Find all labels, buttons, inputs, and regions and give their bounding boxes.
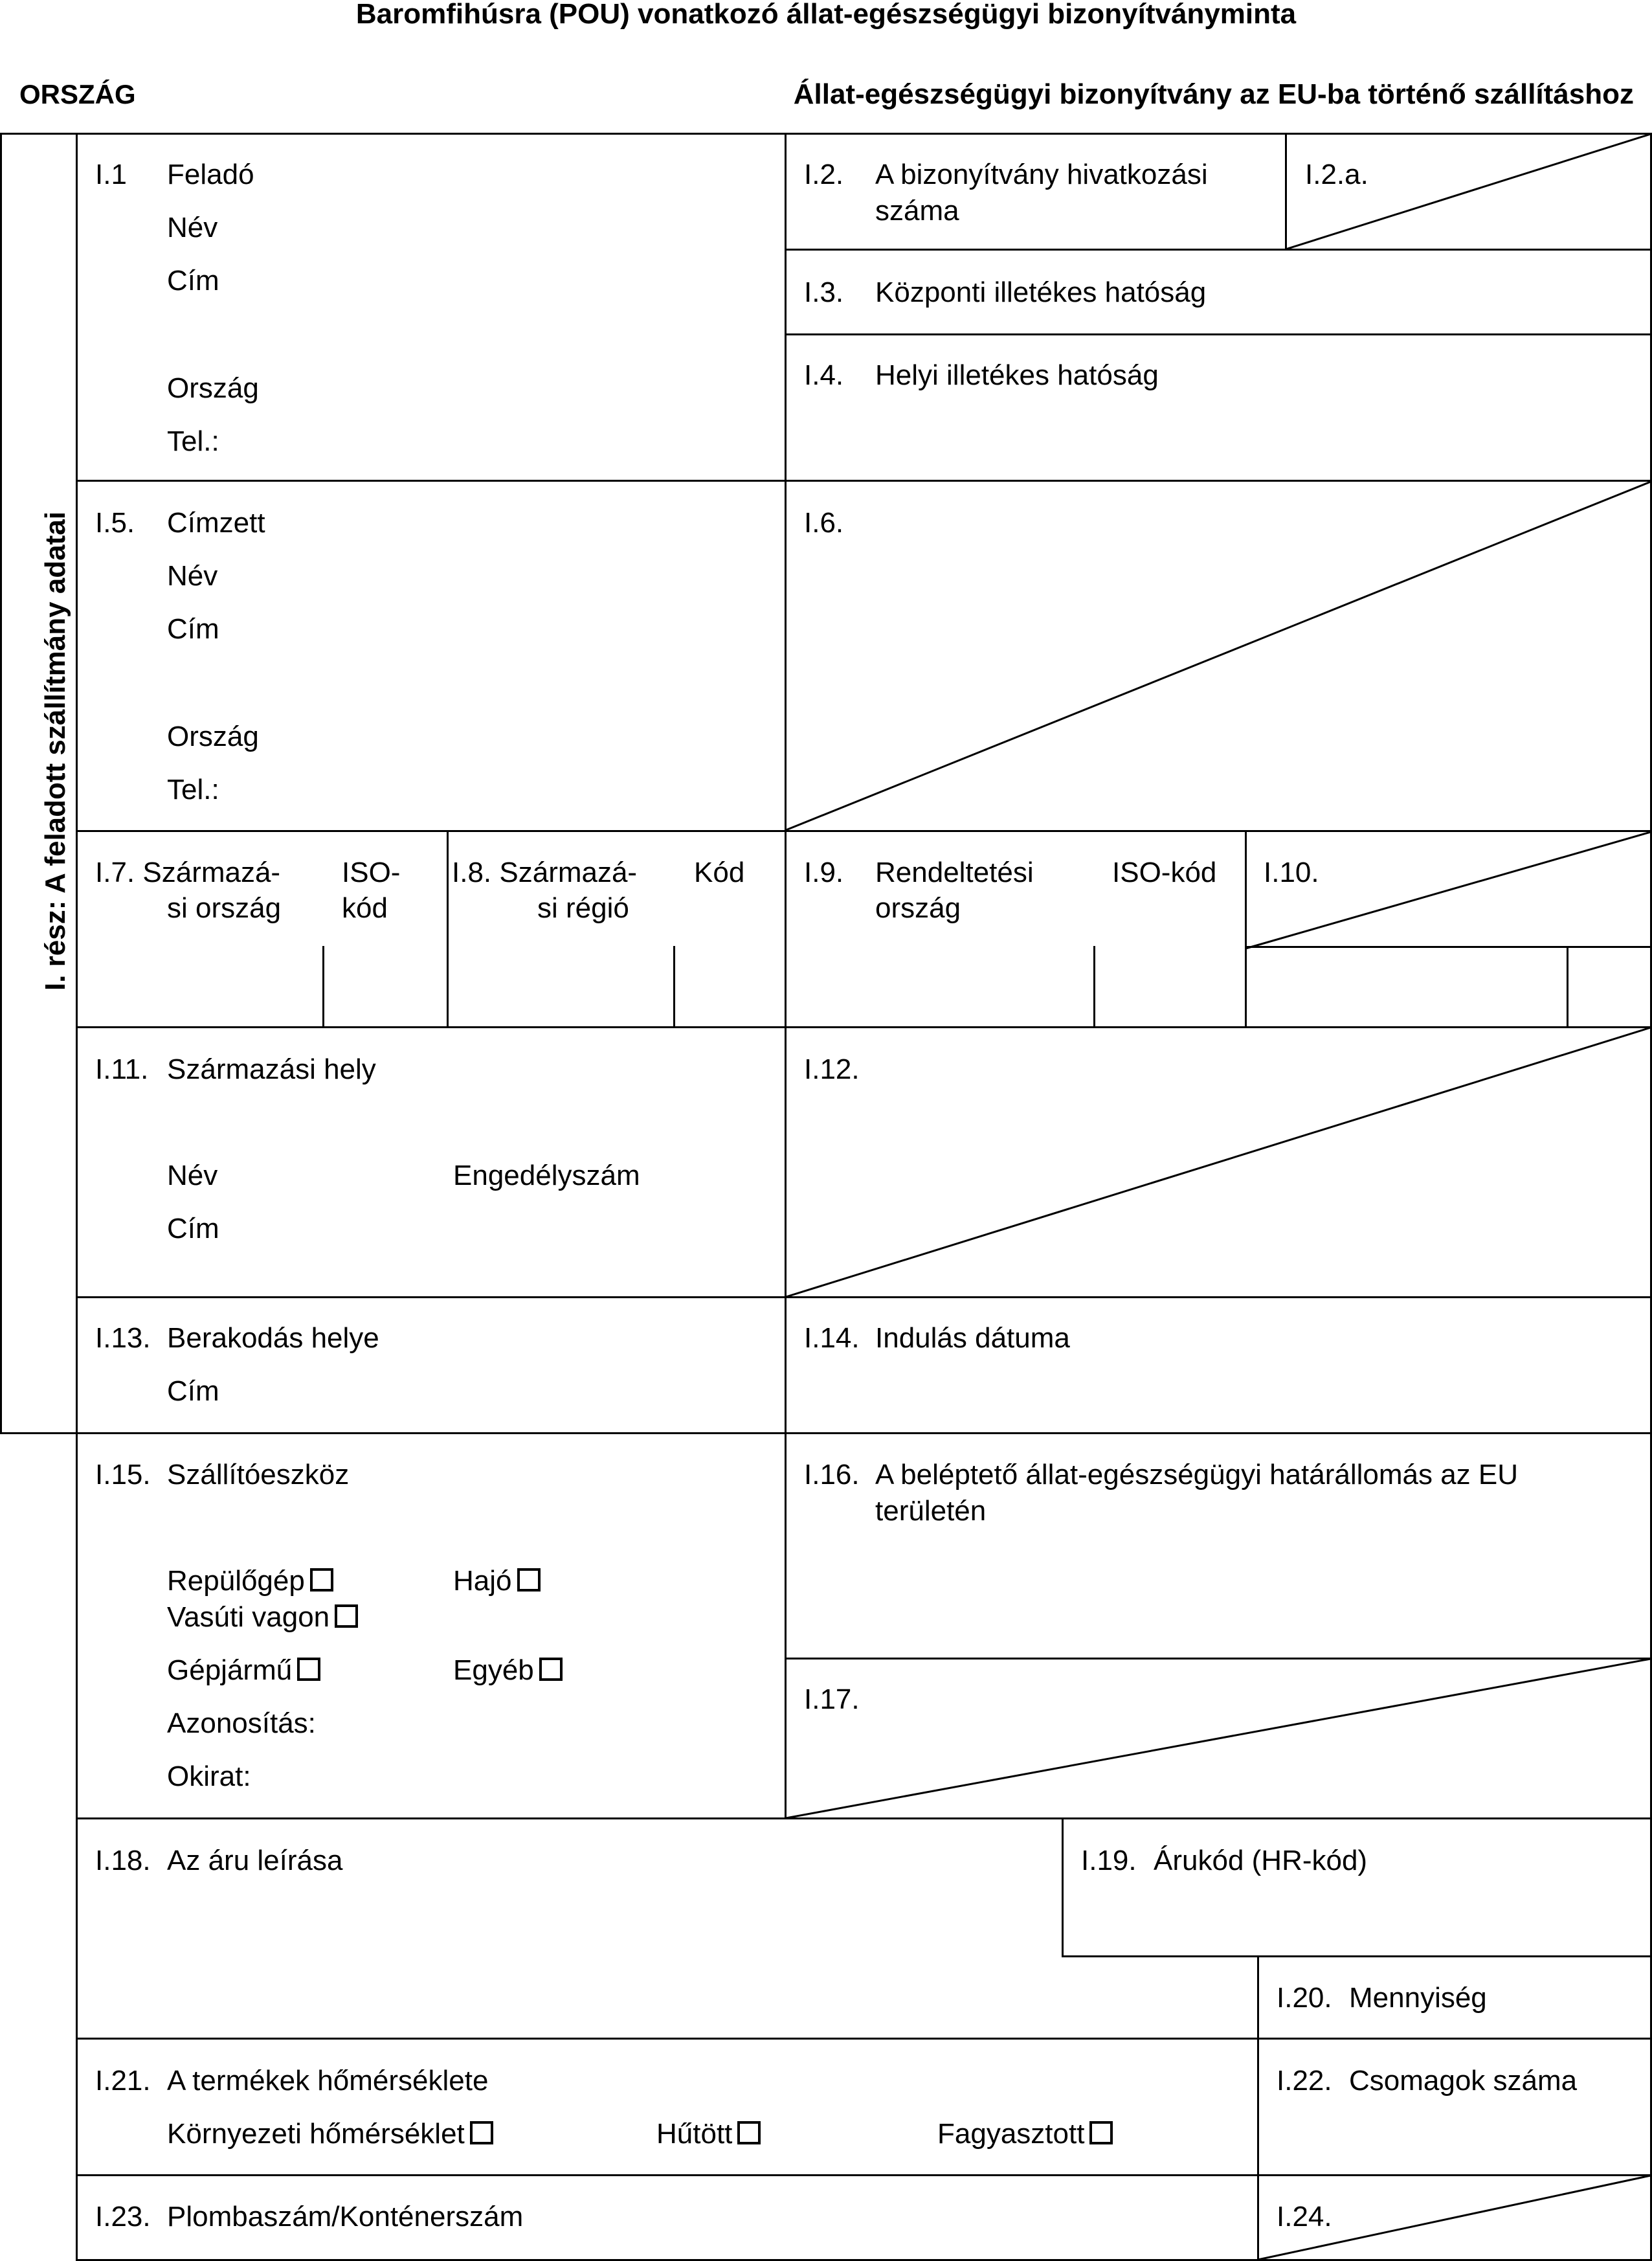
i1-number: I.1 — [95, 159, 127, 190]
i21-number: I.21. — [95, 2065, 151, 2097]
i13-number: I.13. — [95, 1322, 151, 1354]
strike-i12 — [786, 1028, 1651, 1297]
i2-number: I.2. — [804, 159, 844, 190]
i23-title: Plombaszám/Konténerszám — [167, 2201, 524, 2233]
i5-name-label: Név — [167, 560, 218, 592]
i1-tel-label: Tel.: — [167, 425, 219, 457]
i20-title: Mennyiség — [1349, 1982, 1487, 2014]
ship-label: Hajó — [453, 1565, 512, 1597]
i21-chilled-option[interactable] — [656, 2116, 761, 2152]
i8-title-line2: si régió — [537, 892, 629, 924]
i11-title: Származási hely — [167, 1053, 376, 1085]
i18-title: Az áru leírása — [167, 1845, 343, 1876]
i12-number: I.12. — [804, 1053, 860, 1085]
i7-title-line2: si ország — [167, 892, 282, 924]
i9-number: I.9. — [804, 857, 844, 888]
certificate-subtitle: Állat-egészségügyi bizonyítvány az EU-ba történő szállításhoz — [793, 78, 1634, 110]
chilled-label: Hűtött — [656, 2118, 733, 2150]
other-checkbox[interactable] — [539, 1658, 563, 1681]
i4-number: I.4. — [804, 359, 844, 391]
i23-number: I.23. — [95, 2201, 151, 2233]
i14-number: I.14. — [804, 1322, 860, 1354]
i4-title: Helyi illetékes hatóság — [875, 359, 1159, 391]
ambient-checkbox[interactable] — [470, 2121, 493, 2144]
i15-title: Szállítóeszköz — [167, 1459, 350, 1490]
strike-i6 — [786, 482, 1651, 830]
country-label: ORSZÁG — [19, 79, 136, 109]
ambient-label: Környezeti hőmérséklet — [167, 2118, 465, 2150]
i9-iso-label: ISO-kód — [1112, 857, 1217, 888]
i17-number: I.17. — [804, 1683, 860, 1715]
frozen-checkbox[interactable] — [1089, 2121, 1113, 2144]
i18-number: I.18. — [95, 1845, 151, 1876]
i7-iso-line2: kód — [342, 892, 388, 924]
i7-iso-line1: ISO- — [342, 857, 401, 888]
i7-title-line1: I.7. Származá- — [95, 857, 281, 888]
i3-title: Központi illetékes hatóság — [875, 276, 1207, 308]
ship-checkbox[interactable] — [517, 1568, 541, 1592]
i15-ship-option[interactable] — [453, 1563, 541, 1599]
i16-title-line1: A beléptető állat-egészségügyi határállomás az EU — [875, 1459, 1519, 1490]
i15-document-label: Okirat: — [167, 1760, 251, 1792]
i19-number: I.19. — [1081, 1845, 1137, 1876]
i3-number: I.3. — [804, 276, 844, 308]
i22-number: I.22. — [1277, 2065, 1332, 2097]
i21-ambient-option[interactable] — [167, 2116, 493, 2152]
vehicle-label: Gépjármű — [167, 1654, 293, 1686]
i15-other-option[interactable] — [453, 1652, 563, 1689]
i16-number: I.16. — [804, 1459, 860, 1490]
i15-identification-label: Azonosítás: — [167, 1707, 316, 1739]
i11-number: I.11. — [95, 1053, 149, 1085]
i1-country-label: Ország — [167, 372, 259, 404]
i20-number: I.20. — [1277, 1982, 1332, 2014]
i10-number: I.10. — [1264, 857, 1319, 888]
i13-title: Berakodás helye — [167, 1322, 379, 1354]
i11-name-label: Név — [167, 1160, 218, 1191]
rail-checkbox[interactable] — [335, 1604, 358, 1628]
chilled-checkbox[interactable] — [737, 2121, 761, 2144]
i5-country-label: Ország — [167, 721, 259, 752]
i6-number: I.6. — [804, 507, 844, 539]
i11-approval-label: Engedélyszám — [453, 1160, 640, 1191]
other-label: Egyéb — [453, 1654, 534, 1686]
i5-number: I.5. — [95, 507, 135, 539]
i13-address-label: Cím — [167, 1375, 219, 1407]
i16-title-line2: területén — [875, 1495, 987, 1527]
i9-title-line2: ország — [875, 892, 961, 924]
i15-rail-option[interactable] — [167, 1599, 358, 1636]
i1-title: Feladó — [167, 159, 254, 190]
part-one-side-label: I. rész: A feladott szállítmány adatai — [39, 511, 71, 991]
airplane-label: Repülőgép — [167, 1565, 305, 1597]
rail-label: Vasúti vagon — [167, 1601, 330, 1633]
i15-number: I.15. — [95, 1459, 151, 1490]
document-title: Baromfihúsra (POU) vonatkozó állat-egészségügyi bizonyítványminta — [355, 0, 1297, 30]
vehicle-checkbox[interactable] — [297, 1658, 320, 1681]
i14-title: Indulás dátuma — [875, 1322, 1070, 1354]
i11-address-label: Cím — [167, 1213, 219, 1244]
frozen-label: Fagyasztott — [937, 2118, 1085, 2150]
i2-title-line1: A bizonyítvány hivatkozási — [875, 159, 1208, 190]
i19-title: Árukód (HR-kód) — [1154, 1845, 1368, 1876]
i21-title: A termékek hőmérséklete — [167, 2065, 489, 2097]
i15-airplane-option[interactable] — [167, 1563, 333, 1599]
i8-code-label: Kód — [694, 857, 745, 888]
i2-title-line2: száma — [875, 195, 959, 227]
i5-tel-label: Tel.: — [167, 774, 219, 805]
airplane-checkbox[interactable] — [310, 1568, 333, 1592]
i5-title: Címzett — [167, 507, 265, 539]
i21-frozen-option[interactable] — [937, 2116, 1113, 2152]
i9-title-line1: Rendeltetési — [875, 857, 1034, 888]
i5-address-label: Cím — [167, 613, 219, 645]
i24-number: I.24. — [1277, 2201, 1332, 2233]
i2a-number: I.2.a. — [1305, 159, 1368, 190]
i1-address-label: Cím — [167, 265, 219, 297]
i8-title-line1: I.8. Származá- — [452, 857, 638, 888]
strike-i17 — [786, 1659, 1651, 1818]
i1-name-label: Név — [167, 212, 218, 243]
i15-vehicle-option[interactable] — [167, 1652, 320, 1689]
i22-title: Csomagok száma — [1349, 2065, 1578, 2097]
